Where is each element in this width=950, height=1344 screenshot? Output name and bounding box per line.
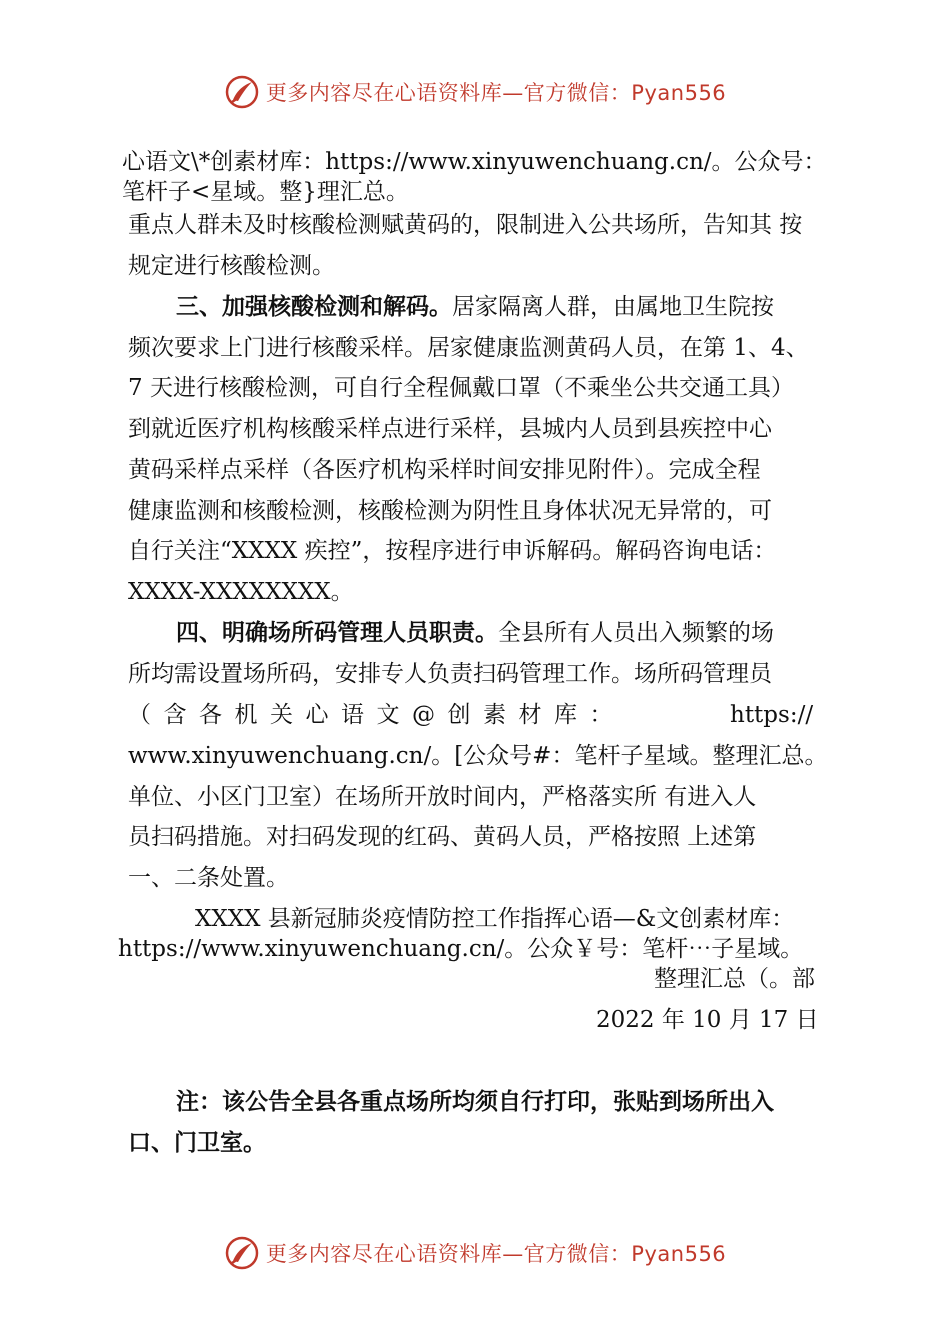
signature-line: XXXX 县新冠肺炎疫情防控工作指挥心语—&文创素材库： — [195, 906, 795, 932]
text-line: 员扫码措施。对扫码发现的红码、黄码人员，严格按照 上述第 — [128, 824, 757, 850]
note-line: 注：该公告全县各重点场所均须自行打印，张贴到场所出入 — [176, 1089, 774, 1115]
header-banner — [0, 70, 950, 114]
section-three-heading: 三、加强核酸检测和解码。 — [176, 294, 452, 320]
text-line: www.xinyuwenchuang.cn/。[公众号#：笔杆子星域。整理汇总。 — [128, 743, 828, 769]
brush-logo-icon — [224, 74, 260, 110]
text-line: 自行关注“XXXX 疾控”，按程序进行申诉解码。解码咨询电话： — [128, 538, 777, 564]
footer-banner — [0, 1231, 950, 1275]
text-line: 重点人群未及时核酸检测赋黄码的，限制进入公共场所，告知其 按 — [128, 212, 803, 238]
text-line: 规定进行核酸检测。 — [128, 253, 335, 279]
text-line: 频次要求上门进行核酸采样。居家健康监测黄码人员，在第 1、4、 — [128, 335, 809, 361]
text-line: 一、二条处置。 — [128, 865, 289, 891]
text-line: 到就近医疗机构核酸采样点进行采样，县城内人员到县疾控中心 — [128, 416, 772, 442]
brush-logo-icon — [224, 1235, 260, 1271]
text-line: 所均需设置场所码，安排专人负责扫码管理工作。场所码管理员 — [128, 661, 772, 687]
text-line: 笔杆子<星域。整}理汇总。 — [122, 179, 409, 205]
text-line: （含各机关心语文@创素材库： — [128, 702, 625, 728]
banner-text: 更多内容尽在心语资料库—官方微信：Pyan556 — [265, 81, 727, 105]
text-line: 健康监测和核酸检测，核酸检测为阴性且身体状况无异常的，可 — [128, 498, 772, 524]
text-line: 心语文\*创素材库：https://www.xinyuwenchuang.cn/。公众号： — [122, 149, 827, 175]
section-four-text: 全县所有人员出入频繁的场 — [498, 620, 774, 646]
signature-line: 整理汇总（。部 — [654, 966, 815, 992]
section-four-line — [176, 618, 774, 648]
url-fragment: https:// — [730, 702, 814, 728]
section-four-heading: 四、明确场所码管理人员职责。 — [176, 620, 498, 646]
banner-text: 更多内容尽在心语资料库—官方微信：Pyan556 — [265, 1242, 727, 1266]
section-three-line — [176, 292, 774, 322]
date: 2022 年 10 月 17 日 — [596, 1007, 819, 1033]
text-line: 7 天进行核酸检测，可自行全程佩戴口罩（不乘坐公共交通工具） — [128, 375, 794, 401]
text-line: XXXX-XXXXXXXX。 — [128, 579, 354, 605]
section-three-text: 居家隔离人群，由属地卫生院按 — [452, 294, 774, 320]
note-line: 口、门卫室。 — [128, 1130, 266, 1156]
text-line: 单位、小区门卫室）在场所开放时间内，严格落实所 有进入人 — [128, 784, 757, 810]
signature-line: https://www.xinyuwenchuang.cn/。公众￥号：笔杆⋯子星域。 — [118, 936, 804, 962]
text-line: 黄码采样点采样（各医疗机构采样时间安排见附件）。完成全程 — [128, 457, 761, 483]
